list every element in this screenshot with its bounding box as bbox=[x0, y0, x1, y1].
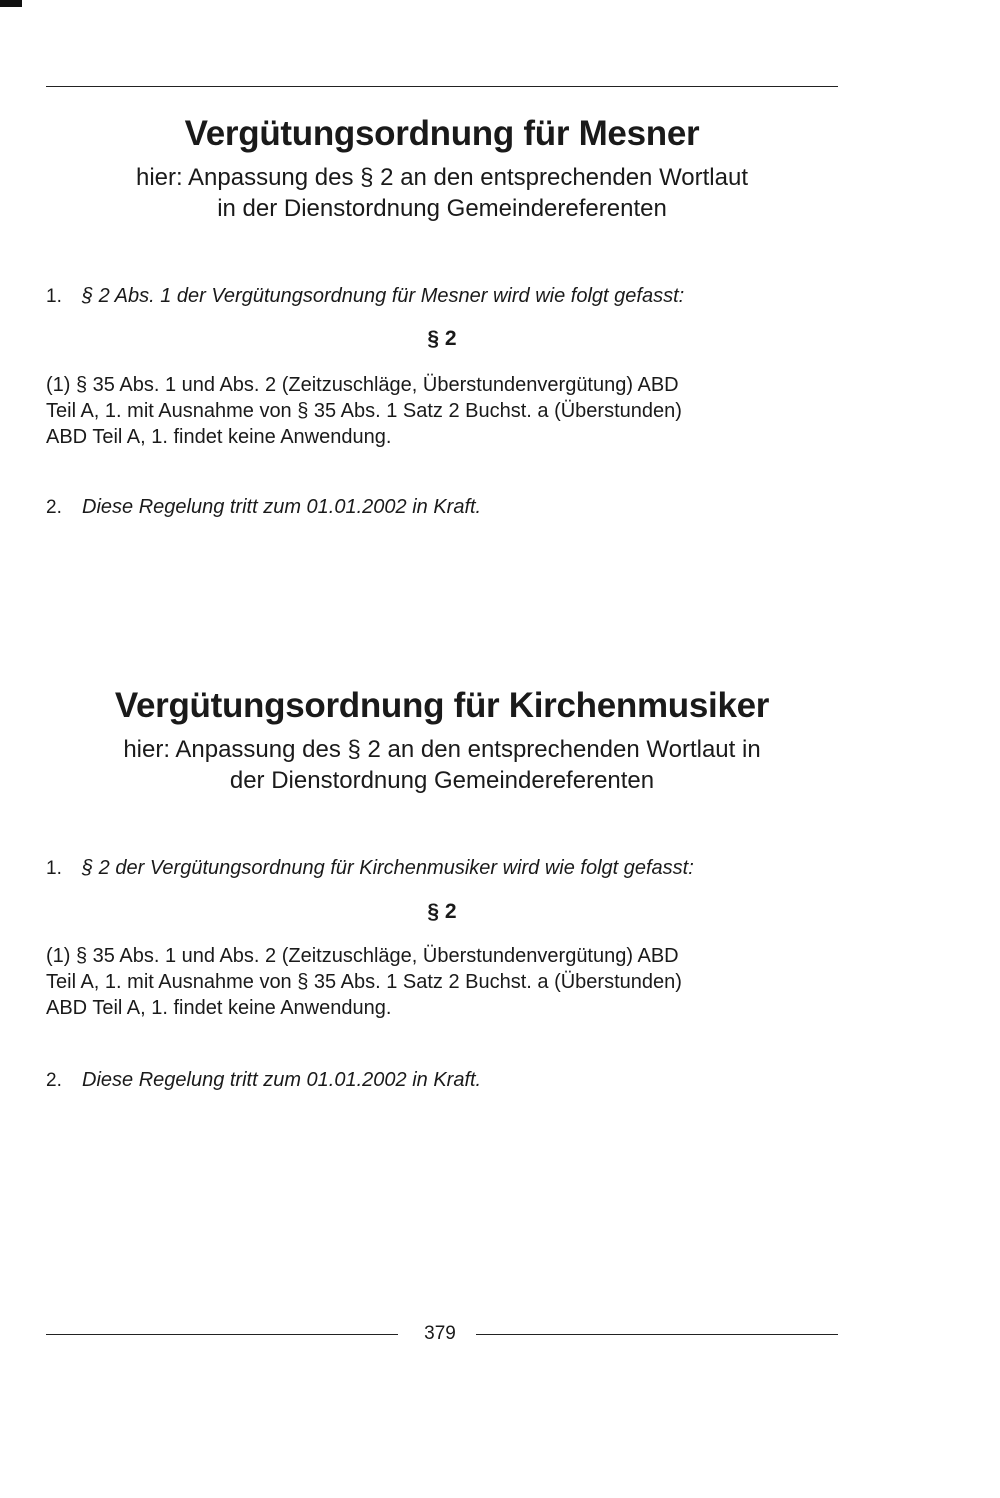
body-line: Teil A, 1. mit Ausnahme von § 35 Abs. 1 Satz 2 Buchst. a (Überstunden) bbox=[46, 400, 682, 422]
footer-rule-left bbox=[46, 1334, 398, 1335]
body-paragraph bbox=[46, 372, 838, 450]
section-title: Vergütungsordnung für Mesner bbox=[184, 114, 700, 153]
section-kirchenmusiker bbox=[46, 686, 838, 796]
list-item-1 bbox=[46, 283, 838, 310]
subtitle-line: in der Dienstordnung Gemeindereferenten bbox=[217, 195, 667, 222]
item-number: 2. bbox=[46, 497, 62, 518]
list-item-1 bbox=[46, 855, 838, 882]
subtitle-line: der Dienstordnung Gemeindereferenten bbox=[229, 767, 655, 794]
paragraph-sign: § 2 bbox=[427, 327, 457, 350]
section-mesner bbox=[46, 114, 838, 224]
body-line: (1) § 35 Abs. 1 und Abs. 2 (Zeitzuschläge, Überstundenvergütung) ABD bbox=[46, 374, 679, 396]
item-text: Diese Regelung tritt zum 01.01.2002 in Kraft. bbox=[82, 1069, 482, 1091]
subtitle-line: hier: Anpassung des § 2 an den entsprechenden Wortlaut in bbox=[123, 736, 761, 763]
footer-rule-right bbox=[476, 1334, 838, 1335]
item-text: § 2 der Vergütungsordnung für Kirchenmusiker wird wie folgt gefasst: bbox=[82, 857, 694, 879]
body-line: ABD Teil A, 1. findet keine Anwendung. bbox=[46, 426, 392, 448]
list-item-2 bbox=[46, 1067, 838, 1094]
item-number: 1. bbox=[46, 858, 62, 879]
page-number: 379 bbox=[424, 1323, 456, 1344]
body-line: (1) § 35 Abs. 1 und Abs. 2 (Zeitzuschläge, Überstundenvergütung) ABD bbox=[46, 945, 679, 967]
list-item-2 bbox=[46, 494, 838, 521]
section-subtitle bbox=[46, 734, 838, 796]
item-number: 1. bbox=[46, 286, 62, 307]
item-text: § 2 Abs. 1 der Vergütungsordnung für Mesner wird wie folgt gefasst: bbox=[82, 285, 685, 307]
item-number: 2. bbox=[46, 1070, 62, 1091]
top-rule bbox=[46, 86, 838, 87]
body-paragraph bbox=[46, 943, 838, 1021]
subtitle-line: hier: Anpassung des § 2 an den entsprechenden Wortlaut bbox=[136, 164, 748, 191]
section-subtitle bbox=[46, 162, 838, 224]
section-title: Vergütungsordnung für Kirchenmusiker bbox=[114, 686, 770, 725]
paragraph-sign: § 2 bbox=[427, 900, 457, 923]
page-footer bbox=[0, 1322, 1000, 1352]
corner-mark bbox=[0, 0, 22, 7]
item-text: Diese Regelung tritt zum 01.01.2002 in Kraft. bbox=[82, 496, 482, 518]
body-line: ABD Teil A, 1. findet keine Anwendung. bbox=[46, 997, 392, 1019]
body-line: Teil A, 1. mit Ausnahme von § 35 Abs. 1 Satz 2 Buchst. a (Überstunden) bbox=[46, 971, 682, 993]
